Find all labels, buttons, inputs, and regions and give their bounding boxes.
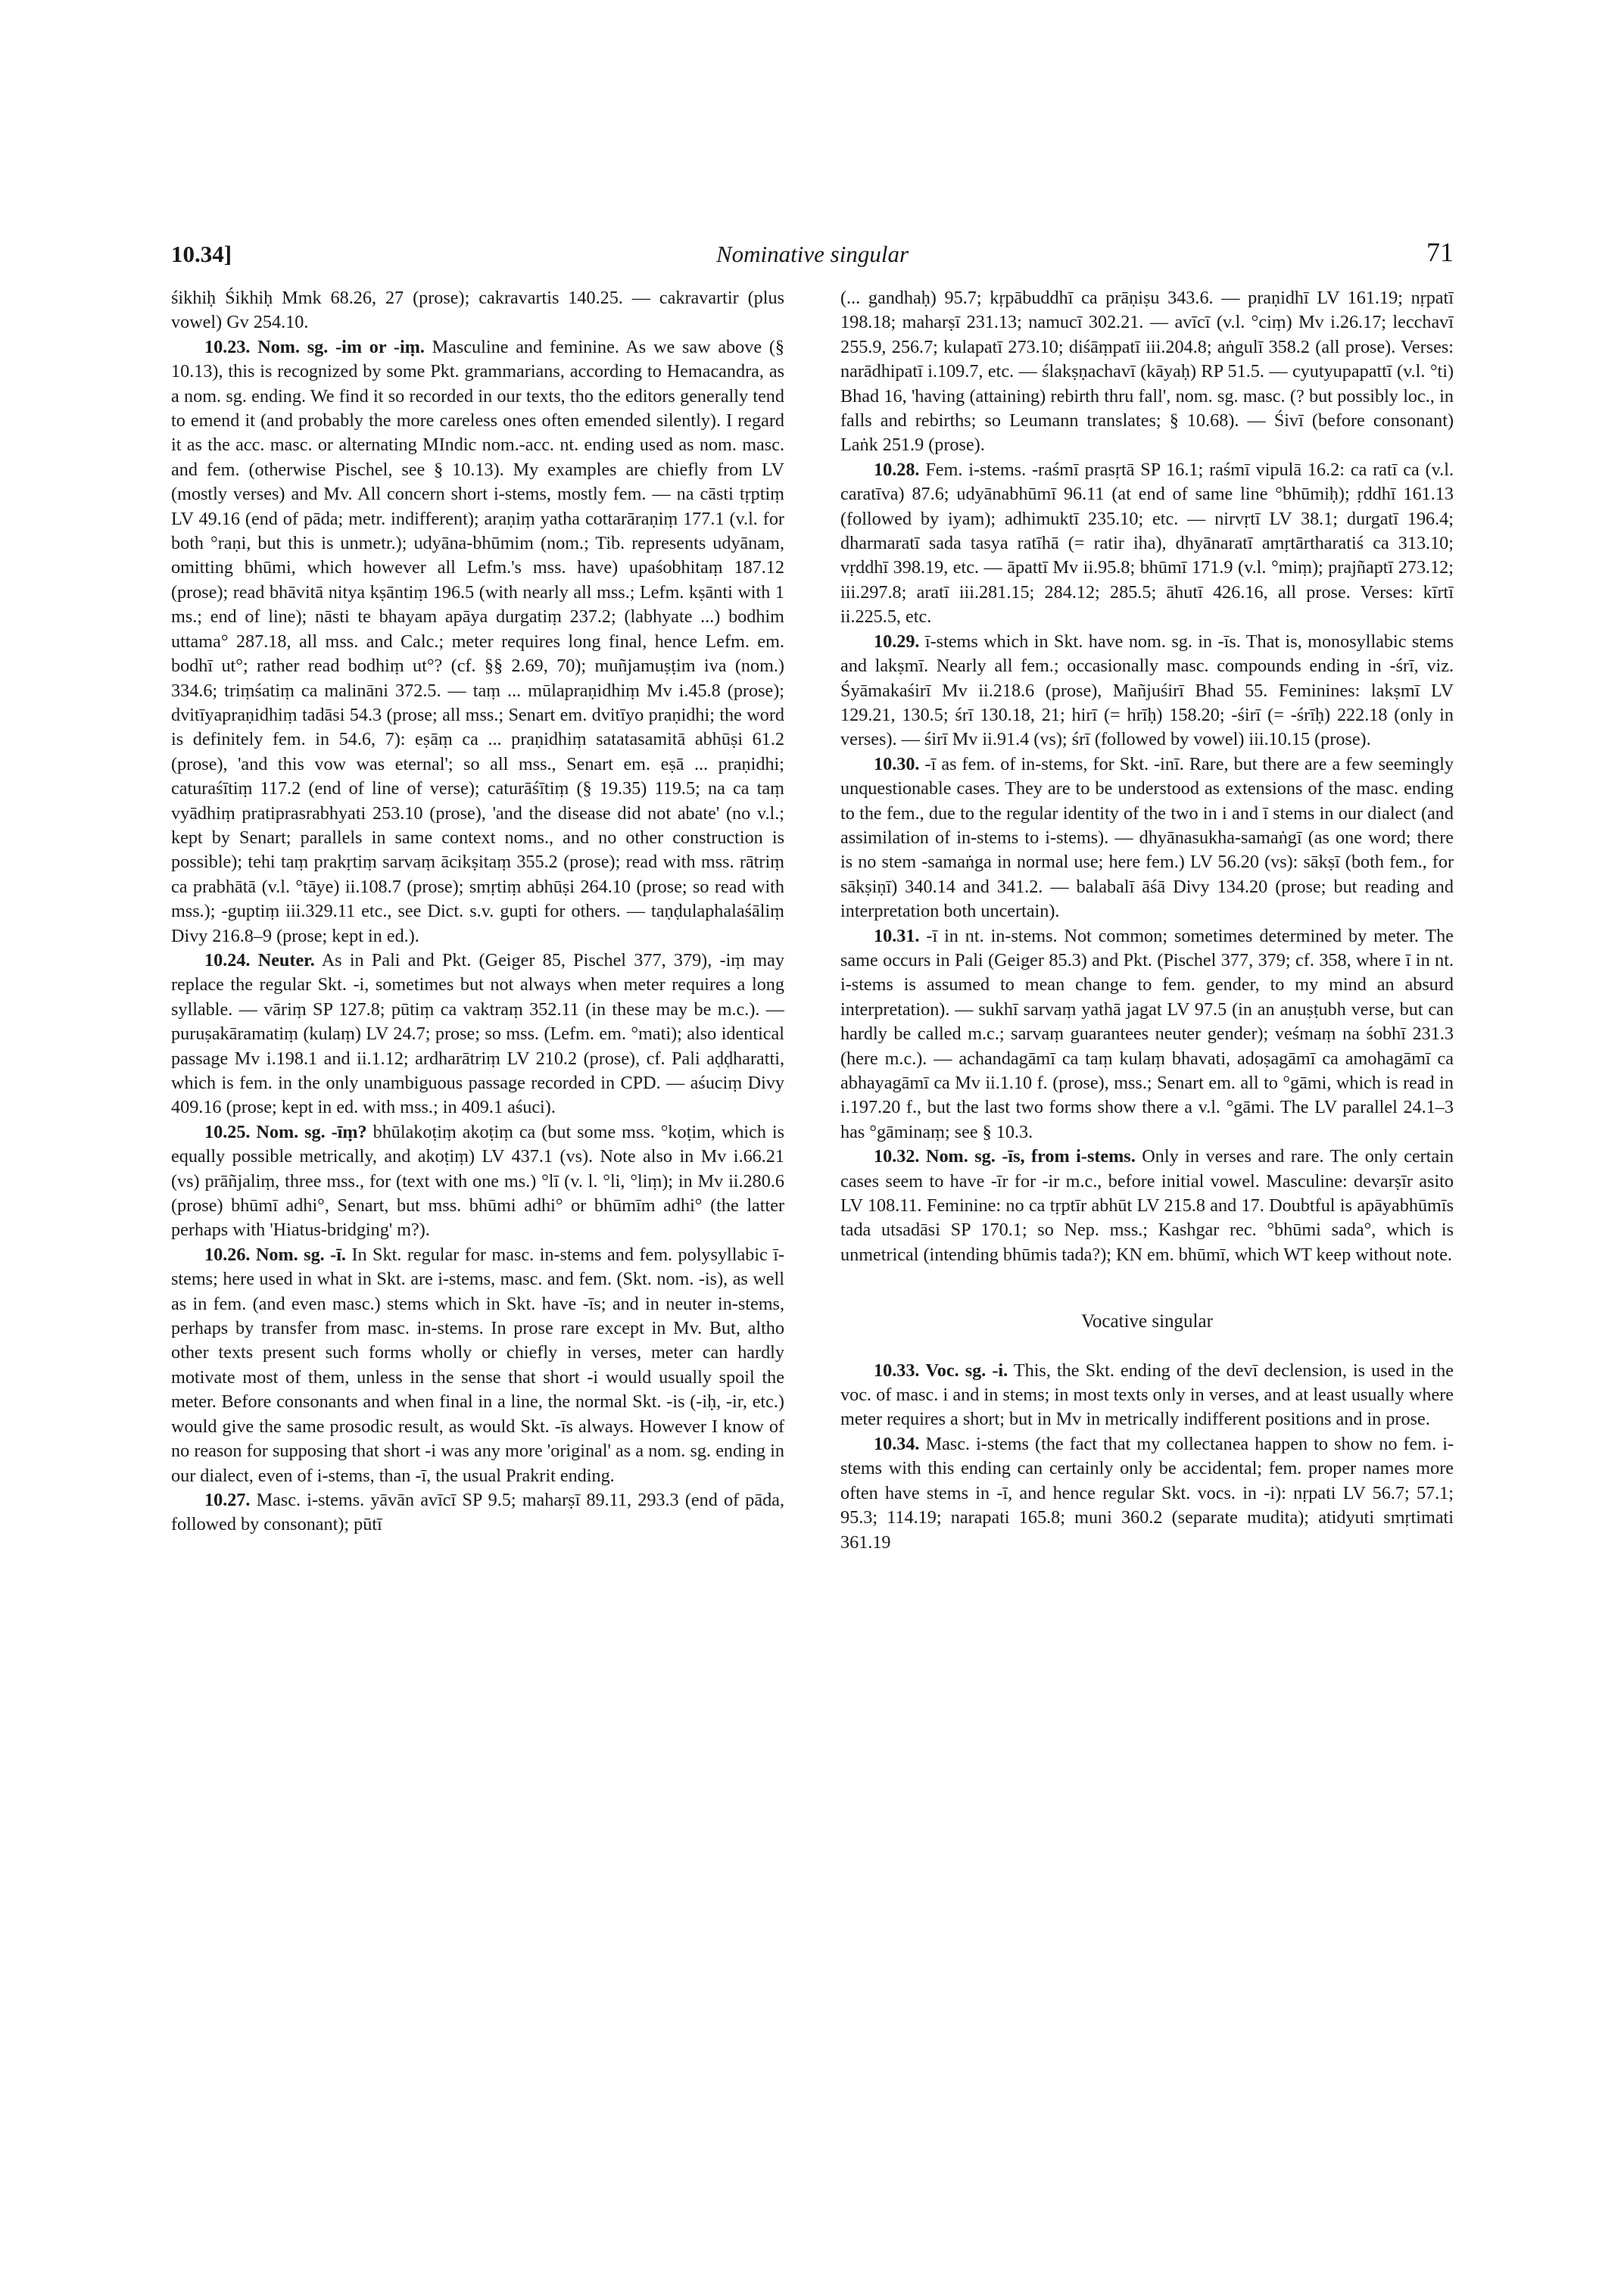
paragraph-title: Nom. sg. -īs, from i-stems. [925,1146,1136,1167]
continued-paragraph: śikhiḥ Śikhiḥ Mmk 68.26, 27 (prose); cakravartis 140.25. — cakravartir (plus vowel) Gv 254.10. [171,288,784,333]
paragraph-number: 10.28. [874,459,920,480]
paragraph-number: 10.29. [874,631,920,652]
paragraph-number: 10.30. [874,753,920,774]
continued-paragraph: (... gandhaḥ) 95.7; kṛpābuddhī ca prāṇiṣu 343.6. — praṇidhī LV 161.19; nṛpatī 198.18; maharṣī 231.13; namucī 302.21. — avīcī (v.l. °ciṃ) Mv i.26.17; lecchavī 255.9, 256.7; kulapatī 273.10; diśāṃpatī iii.204.8; aṅgulī 358.2 (all prose). Verses: narādhipatī i.109.7, etc. — ślakṣṇachavī (kāyaḥ) RP 51.5. — cyutyupapattī (v.l. °ti) Bhad 16, 'having (attaining) rebirth thru fall', nom. sg. masc. (? but possibly loc., in falls and rebirths; so Leumann translates; § 10.68). — Śivī (before consonant) Laṅk 251.9 (prose). [840,288,1454,456]
section-reference: 10.34] [171,241,232,267]
paragraph-number: 10.34. [874,1433,920,1454]
numbered-paragraph [840,630,1454,752]
paragraph-body: Only in verses and rare. The only certain cases seem to have -īr for -ir m.c., before initial vowel. Masculine: devarṣīr asito LV 108.11. Feminine: no ca tṛptīr abhūt LV 215.8 and 17. Doubtful is apāyabhūmīs tada utsadāsi SP 170.1; so Nep. mss.; Kashgar rec. °bhūmi sada°, which is unmetrical (intending bhūmis tada?); KN em. bhūmī, which WT keep without note. [840,1146,1454,1265]
paragraph-number: 10.24. [204,949,251,970]
paragraph-title: Nom. sg. -īṃ? [256,1121,367,1142]
paragraph-body: bhūlakoṭiṃ akoṭiṃ ca (but some mss. °koṭim, which is equally possible metrically, and akoṭiṃ) LV 437.1 (vs). Note also in Mv i.66.21 (vs) prāñjaliṃ, three mss., for (text with one ms.) °lī (v. l. °li, °liṃ); in Mv ii.280.6 (prose) bhūmī adhi°, Senart, but mss. bhūmi adhi° or bhūmīm adhi° (the latter perhaps with 'Hiatus-bridging' m?). [171,1121,784,1241]
paragraph-body: Fem. i-stems. -raśmī prasṛtā SP 16.1; raśmī vipulā 16.2: ca ratī ca (v.l. caratīva) 87.6; udyānabhūmī 96.11 (at end of same line °bhūmiḥ); ṛddhī 161.13 (followed by iyam); adhimuktī 235.10; etc. — nirvṛtī LV 38.1; durgatī 196.4; dharmaratī sada tasya ratīhā (= ratir iha), dhyānaratī amṛtārtharatiś ca 313.10; vṛddhī 398.19, etc. — āpattī Mv ii.95.8; bhūmī 171.9 (v.l. °miṃ); prajñaptī 273.12; iii.297.8; aratī iii.281.15; 284.12; 285.5; āhutī 426.16, all prose. Verses: kīrtī ii.225.5, etc. [840,459,1454,628]
paragraph-body: Masculine and feminine. As we saw above (§ 10.13), this is recognized by some Pkt. grammarians, according to Hemacandra, as a nom. sg. ending. We find it so recorded in our texts, tho the editors generally tend to emend it (and probably the more careless ones often emended silently). I regard it as the acc. masc. or alternating MIndic nom.-acc. nt. ending used as nom. masc. and fem. (otherwise Pischel, see § 10.13). My examples are chiefly from LV (mostly verses) and Mv. All concern short i-stems, mostly fem. — na cāsti tṛptiṃ LV 49.16 (end of pāda; metr. indifferent); araṇiṃ yatha cottarāraṇiṃ 177.1 (v.l. for both °raṇi, but this is unmetr.); udyāna-bhūmim (nom.; Tib. represents udyānam, omitting bhūmi, which however all Lefm.'s mss. have) upaśobhitaṃ 187.12 (prose); read bhāvitā nitya kṣāntiṃ 196.5 (with nearly all mss.; Lefm. kṣānti with 1 ms.; end of line); nāsti te bhayam apāya durgatiṃ 237.2; (labhyate ...) bodhim uttama° 287.18, all mss. and Calc.; meter requires long final, hence Lefm. em. bodhī ut°; rather read bodhiṃ ut°? (cf. §§ 2.69, 70); muñjamuṣṭim iva (nom.) 334.6; triṃśatiṃ ca malināni 372.5. — taṃ ... mūlapraṇidhiṃ Mv i.45.8 (prose); dvitīyapraṇidhiṃ tadāsi 54.3 (prose; all mss.; Senart em. dvitīyo praṇidhi; the word is definitely fem. in 54.6, 7): eṣāṃ ca ... praṇidhiṃ satatasamitā abhūṣi 61.2 (prose), 'and this vow was eternal'; so all mss., Senart em. eṣā ... praṇidhi; caturaśītiṃ 117.2 (end of line of verse); caturāśītiṃ (§ 19.35) 119.5; na ca taṃ vyādhiṃ pratiprasrabhyati 253.10 (prose), 'and the disease did not abate' (no v.l.; kept by Senart; parallels in same context noms., and no other construction is possible); tehi taṃ prakṛtiṃ sarvaṃ ācikṣitaṃ 355.2 (prose); read with mss. rātriṃ ca prabhātā (v.l. °tāye) ii.108.7 (prose); smṛtiṃ abhūṣi 264.10 (prose; so read with mss.); -guptiṃ iii.329.11 etc., see Dict. s.v. gupti for others. — taṇḍulaphalaśāliṃ Divy 216.8–9 (prose; kept in ed.). [171,336,784,946]
paragraph-number: 10.32. [874,1146,920,1167]
paragraph-number: 10.23. [204,336,251,357]
paragraph-title: Voc. sg. -i. [925,1360,1008,1381]
paragraph-title: Neuter. [257,949,315,970]
paragraph-number: 10.33. [874,1360,920,1381]
paragraph-body: In Skt. regular for masc. in-stems and fem. polysyllabic ī-stems; here used in what in Skt. are i-stems, masc. and fem. (Skt. nom. -is), as well as in fem. (and even masc.) stems which in Skt. have -īs; and in neuter in-stems, perhaps by transfer from masc. in-stems. In prose rare except in Mv. But, altho other texts present such forms wholly or chiefly in verses, meter can hardly motivate most of them, unless in the sense that short -i would usually spoil the meter. Before consonants and when final in a line, the normal Skt. -is (-iḥ, -ir, etc.) would give the same prosodic result, as would Skt. -īs always. However I know of no reason for supposing that short -i was any more 'original' as a nom. sg. ending in our dialect, even of i-stems, than -ī, the usual Prakrit ending. [171,1244,784,1486]
right-column [840,286,1454,2050]
paragraph-number: 10.26. [204,1244,251,1265]
paragraph-number: 10.25. [204,1121,251,1142]
paragraph-body: Masc. i-stems. yāvān avīcī SP 9.5; maharṣī 89.11, 293.3 (end of pāda, followed by consonant); pūtī [171,1489,784,1535]
numbered-paragraph [171,1488,784,1537]
numbered-paragraph [840,1359,1454,1432]
running-title: Nominative singular [715,241,909,267]
paragraph-body: -ī as fem. of in-stems, for Skt. -inī. Rare, but there are a few seemingly unquestionable cases. They are to be understood as extensions of the masc. ending to the fem., due to the regular identity of the two in i and ī stems in our dialect (and assimilation of in-stems to i-stems). — dhyānasukha-samaṅgī (as one word; there is no stem -samaṅga in normal use; here fem.) LV 56.20 (vs): sākṣī (both fem., for sākṣiṇī) 340.14 and 341.2. — balabalī āśā Divy 134.20 (prose; but reading and interpretation both uncertain). [840,753,1454,922]
paragraph-number: 10.31. [874,925,920,946]
numbered-paragraph [171,1120,784,1243]
paragraph-body: ī-stems which in Skt. have nom. sg. in -īs. That is, monosyllabic stems and lakṣmī. Nearly all fem.; occasionally masc. compounds ending in -śrī, viz. Śyāmakaśirī Mv ii.218.6 (prose), Mañjuśirī Bhad 55. Feminines: lakṣmī LV 129.21, 130.5; śrī 130.18, 21; hirī (= hrīḥ) 158.20; -śirī (= -śrīḥ) 222.18 (only in verses). — śirī Mv ii.91.4 (vs); śrī (followed by vowel) iii.10.15 (prose). [840,631,1454,750]
paragraph-number: 10.27. [204,1489,251,1510]
numbered-paragraph [840,1145,1454,1267]
page-number: 71 [1426,237,1454,267]
paragraph-body: This, the Skt. ending of the devī declension, is used in the voc. of masc. i and in stems; in most texts only in verses, and at least usually where meter requires a short; but in Mv in metrically indifferent positions and in prose. [840,1360,1454,1430]
left-column [171,286,784,2050]
numbered-paragraph [840,458,1454,630]
paragraph-body: -ī in nt. in-stems. Not common; sometimes determined by meter. The same occurs in Pali (Geiger 85.3) and Pkt. (Pischel 377, 379; cf. 358, where ī in nt. i-stems is assumed to mean change to fem. gender, to my mind an absurd interpretation). — sukhī sarvaṃ yathā jagat LV 97.5 (in an anuṣṭubh verse, but can hardly be called m.c.; sarvaṃ guarantees neuter gender); veśmaṃ na śobhī 231.3 (here m.c.). — achandagāmī ca taṃ kulaṃ bhavati, adoṣagāmī ca amohagāmī ca abhayagāmī ca Mv ii.1.10 f. (prose), mss.; Senart em. all to °gāmi, which is read in i.197.20 f., but the last two forms show there a v.l. °gāmi. The LV parallel 24.1–3 has °gāminaṃ; see § 10.3. [840,925,1454,1142]
numbered-paragraph [840,1432,1454,1555]
numbered-paragraph [840,752,1454,924]
numbered-paragraph [840,924,1454,1145]
paragraph-body: As in Pali and Pkt. (Geiger 85, Pischel 377, 379), -iṃ may replace the regular Skt. -i, sometimes but not always when meter requires a long syllable. — vāriṃ SP 127.8; pūtiṃ ca vaktraṃ 352.11 (in these may be m.c.). — puruṣakāramatiṃ (kulaṃ) LV 24.7; prose; so mss. (Lefm. em. °mati); also identical passage Mv i.198.1 and ii.1.12; ardharātriṃ LV 210.2 (prose), cf. Pali aḍḍharatti, which is fem. in the only unambiguous passage recorded in CPD. — aśuciṃ Divy 409.16 (prose; kept in ed. with mss.; in 409.1 aśuci). [171,949,784,1118]
paragraph-title: Nom. sg. -ī. [255,1244,346,1265]
paragraph-title: Nom. sg. -im or -iṃ. [257,336,425,357]
numbered-paragraph [171,335,784,949]
paragraph-body: Masc. i-stems (the fact that my collectanea happen to show no fem. i-stems with this ending can certainly only be accidental; fem. proper names more often have stems in -ī, and hence regular Skt. vocs. in -i): nṛpati LV 56.7; 57.1; 95.3; 114.19; narapati 165.8; muni 360.2 (separate mudita); atidyuti smṛtimati 361.19 [840,1433,1454,1553]
numbered-paragraph [171,949,784,1120]
running-header [171,237,1454,274]
numbered-paragraph [171,1243,784,1488]
section-heading: Vocative singular [1081,1311,1213,1332]
